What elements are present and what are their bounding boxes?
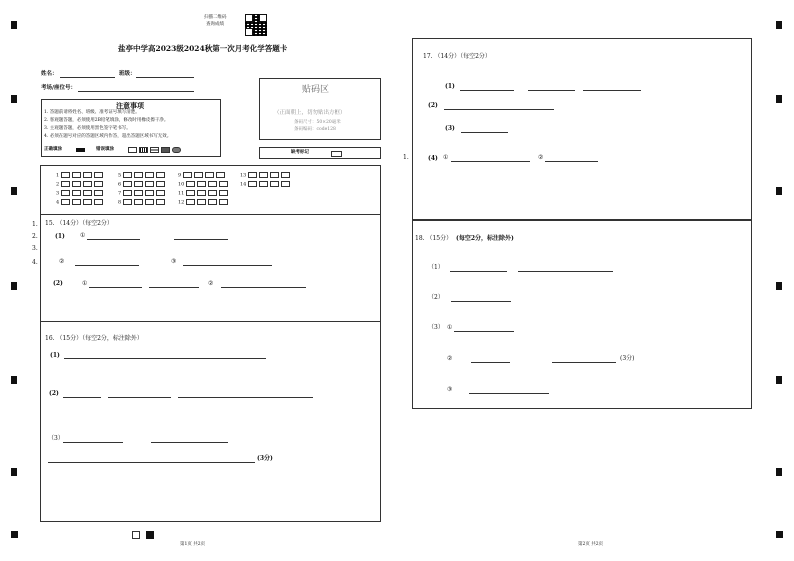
barcode-code: 条码编码：code128 [294, 127, 336, 132]
notice-item: 1. 答题前请将姓名、班级、准考证号填写清楚。 [44, 110, 140, 115]
choice-bubble[interactable] [208, 199, 217, 205]
wrong-fill-examples [128, 147, 183, 153]
class-field[interactable] [136, 77, 194, 78]
choice-number: 2 [56, 181, 60, 188]
answer-blank[interactable] [63, 442, 123, 443]
answer-blank[interactable] [444, 109, 554, 110]
choice-number: 11 [178, 190, 185, 197]
choice-bubble[interactable] [219, 181, 228, 187]
answer-blank[interactable] [451, 301, 511, 302]
q16-score: (3分) [257, 455, 273, 462]
choice-bubble[interactable] [83, 199, 92, 205]
answer-blank[interactable] [183, 265, 272, 266]
q18-part2: （2） [428, 294, 444, 301]
alignment-mark [11, 282, 17, 290]
q18-note: (每空2分，标注除外) [456, 235, 514, 242]
choice-bubble[interactable] [61, 199, 70, 205]
q15-circle-2: ② [59, 258, 65, 265]
choice-bubble[interactable] [219, 199, 228, 205]
q17-part2: (2) [428, 102, 438, 109]
choice-bubble[interactable] [61, 172, 70, 178]
choice-bubble[interactable] [205, 172, 214, 178]
page-number-2: 第2页 共2页 [578, 542, 604, 547]
page-marker-solid [146, 531, 154, 539]
answer-blank[interactable] [454, 331, 514, 332]
choice-bubble[interactable] [156, 172, 165, 178]
choice-number: 1 [56, 172, 60, 179]
answer-blank[interactable] [451, 161, 530, 162]
absent-checkbox[interactable] [331, 151, 342, 157]
q18-section [412, 220, 752, 409]
choice-bubble[interactable] [145, 199, 154, 205]
choice-number: 4 [56, 199, 60, 206]
q15-part1: (1) [55, 233, 65, 240]
choice-bubble[interactable] [134, 199, 143, 205]
choice-bubble[interactable] [61, 190, 70, 196]
choice-bubble[interactable] [281, 181, 290, 187]
choice-bubble[interactable] [123, 181, 132, 187]
choice-bubble[interactable] [134, 172, 143, 178]
section-divider [40, 214, 381, 215]
answer-blank[interactable] [89, 287, 142, 288]
scan-hint: 查询成绩 [206, 22, 224, 27]
choice-bubble[interactable] [134, 190, 143, 196]
q18-circle-2: ② [447, 355, 453, 362]
q17-part1: (1) [445, 83, 455, 90]
alignment-mark [776, 282, 782, 290]
choice-bubble[interactable] [83, 190, 92, 196]
barcode-note: （正面朝上，切勿贴出方框） [274, 110, 346, 116]
alignment-mark [11, 95, 17, 103]
correct-fill-example [76, 148, 85, 152]
choice-number: 10 [178, 181, 185, 188]
answer-blank[interactable] [471, 362, 510, 363]
q16-part3: （3） [48, 435, 64, 442]
q17-part4: (4) [428, 155, 438, 162]
choice-bubble[interactable] [123, 190, 132, 196]
choice-bubble[interactable] [123, 172, 132, 178]
answer-blank[interactable] [221, 287, 306, 288]
choice-number: 13 [240, 172, 247, 179]
choice-bubble[interactable] [248, 181, 257, 187]
name-field[interactable] [60, 77, 115, 78]
q18-title: 18. （15分） [415, 235, 453, 242]
alignment-mark [776, 468, 782, 476]
section-divider [40, 321, 381, 322]
choice-bubble[interactable] [94, 181, 103, 187]
choice-bubble[interactable] [134, 181, 143, 187]
margin-number: 3. [32, 245, 38, 252]
choice-number: 5 [118, 172, 122, 179]
choice-bubble[interactable] [139, 147, 148, 153]
choice-bubble[interactable] [186, 181, 195, 187]
choice-bubble[interactable] [150, 147, 159, 153]
name-label: 姓名： [41, 71, 58, 77]
choice-number: 9 [178, 172, 182, 179]
choice-bubble[interactable] [94, 172, 103, 178]
scan-hint: 扫描二维码 [204, 15, 227, 20]
q15-circle-4: ① [82, 280, 88, 287]
choice-bubble[interactable] [208, 181, 217, 187]
choice-number: 14 [240, 181, 247, 188]
answer-blank[interactable] [174, 239, 228, 240]
barcode-title: 贴码区 [302, 85, 330, 95]
choice-bubble[interactable] [194, 172, 203, 178]
answer-blank[interactable] [583, 90, 641, 91]
answer-blank[interactable] [461, 132, 508, 133]
notice-item: 2. 客观题答题，必须使用2B铅笔填涂，修改时用橡皮擦干净。 [44, 118, 169, 123]
q17-circle-2: ② [538, 154, 544, 161]
choice-bubble[interactable] [156, 190, 165, 196]
choice-bubble[interactable] [145, 181, 154, 187]
absent-label: 缺考标记 [291, 150, 309, 155]
answer-blank[interactable] [63, 397, 101, 398]
choice-bubble[interactable] [72, 172, 81, 178]
choice-bubble[interactable] [259, 172, 268, 178]
alignment-mark [776, 187, 782, 195]
choice-bubble[interactable] [197, 190, 206, 196]
choice-bubble[interactable] [156, 181, 165, 187]
q18-part1: （1） [428, 264, 444, 271]
qr-code-icon [245, 14, 267, 36]
q16-title: 16. （15分）（每空2分，标注除外） [45, 335, 143, 342]
alignment-mark [11, 468, 17, 476]
margin-number: 2. [32, 233, 38, 240]
alignment-mark [776, 21, 782, 29]
choice-bubble[interactable] [83, 172, 92, 178]
q15-part2: (2) [53, 280, 63, 287]
choice-number: 7 [118, 190, 122, 197]
answer-blank[interactable] [48, 462, 255, 463]
choice-bubble[interactable] [72, 181, 81, 187]
choice-bubble[interactable] [248, 172, 257, 178]
q16-part2: (2) [49, 390, 59, 397]
choice-bubble[interactable] [161, 147, 170, 153]
choice-bubble[interactable] [197, 181, 206, 187]
class-label: 班级： [119, 71, 136, 77]
answer-blank[interactable] [552, 362, 616, 363]
wrong-fill-label: 错误填涂 [96, 147, 114, 152]
answer-blank[interactable] [460, 90, 514, 91]
choice-bubble[interactable] [94, 199, 103, 205]
alignment-mark [776, 95, 782, 103]
choice-bubble[interactable] [72, 190, 81, 196]
answer-blank[interactable] [469, 393, 549, 394]
alignment-mark [776, 531, 783, 538]
margin-number: 1. [403, 154, 409, 161]
q15-title: 15. （14分）（每空2分） [45, 220, 113, 227]
answer-blank[interactable] [151, 442, 228, 443]
page-title: 盐亭中学高2023级2024秋第一次月考化学答题卡 [118, 44, 288, 53]
choice-number: 8 [118, 199, 122, 206]
q18-score: (3分) [620, 355, 635, 362]
correct-fill-label: 正确填涂 [44, 147, 62, 152]
choice-bubble[interactable] [145, 190, 154, 196]
answer-blank[interactable] [518, 271, 613, 272]
choice-bubble[interactable] [270, 172, 279, 178]
margin-number: 1. [32, 221, 38, 228]
alignment-mark [11, 531, 18, 538]
q15-circle-5: ② [208, 280, 214, 287]
notice-item: 4. 必须在题号对应的答题区域内作答，超出答题区域书写无效。 [44, 134, 172, 139]
q18-circle-3: ③ [447, 386, 453, 393]
choice-number: 12 [178, 199, 185, 206]
page-number-1: 第1页 共2页 [180, 542, 206, 547]
absent-mark-box [259, 147, 381, 159]
choice-bubble[interactable] [94, 190, 103, 196]
choice-bubble[interactable] [61, 181, 70, 187]
q16-part1: (1) [50, 352, 60, 359]
q18-circle-1: ① [447, 324, 453, 331]
barcode-size: 条码尺寸：50×20毫米 [294, 120, 341, 125]
answer-blank[interactable] [450, 271, 507, 272]
margin-number: 4. [32, 259, 38, 266]
choice-bubble[interactable] [216, 172, 225, 178]
answer-blank[interactable] [178, 397, 313, 398]
choice-bubble[interactable] [186, 190, 195, 196]
choice-bubble[interactable] [172, 147, 181, 153]
answer-blank[interactable] [545, 161, 598, 162]
seat-label: 考场/座位号： [41, 85, 77, 91]
choice-bubble[interactable] [145, 172, 154, 178]
choice-bubble[interactable] [281, 172, 290, 178]
alignment-mark [11, 187, 17, 195]
notice-item: 3. 主观题答题，必须使用黑色签字笔书写。 [44, 126, 131, 131]
choice-bubble[interactable] [128, 147, 137, 153]
choice-bubble[interactable] [186, 199, 195, 205]
answer-blank[interactable] [87, 239, 140, 240]
notice-title: 注意事项 [116, 101, 144, 110]
alignment-mark [776, 376, 782, 384]
choice-bubble[interactable] [156, 199, 165, 205]
choice-number: 3 [56, 190, 60, 197]
alignment-mark [11, 376, 17, 384]
q15-circle-1: ① [80, 232, 86, 239]
answer-blank[interactable] [149, 287, 199, 288]
q15-circle-3: ③ [171, 258, 177, 265]
answer-blank[interactable] [64, 358, 266, 359]
choice-bubble[interactable] [83, 181, 92, 187]
choice-bubble[interactable] [270, 181, 279, 187]
answer-sheet-left [40, 165, 381, 522]
q17-part3: (3) [445, 125, 455, 132]
choice-bubble[interactable] [72, 199, 81, 205]
choice-bubble[interactable] [197, 199, 206, 205]
q17-title: 17. （14分）（每空2分） [423, 53, 491, 60]
choice-bubble[interactable] [123, 199, 132, 205]
seat-field[interactable] [78, 91, 194, 92]
page-marker-hollow [132, 531, 140, 539]
q17-section [412, 38, 752, 220]
choice-bubble[interactable] [183, 172, 192, 178]
answer-blank[interactable] [528, 90, 575, 91]
choice-bubble[interactable] [219, 190, 228, 196]
choice-number: 6 [118, 181, 122, 188]
choice-bubble[interactable] [208, 190, 217, 196]
answer-blank[interactable] [108, 397, 171, 398]
q18-part3: （3） [428, 324, 444, 331]
answer-blank[interactable] [75, 265, 139, 266]
q17-circle-1: ① [443, 154, 449, 161]
choice-bubble[interactable] [259, 181, 268, 187]
alignment-mark [11, 21, 17, 29]
